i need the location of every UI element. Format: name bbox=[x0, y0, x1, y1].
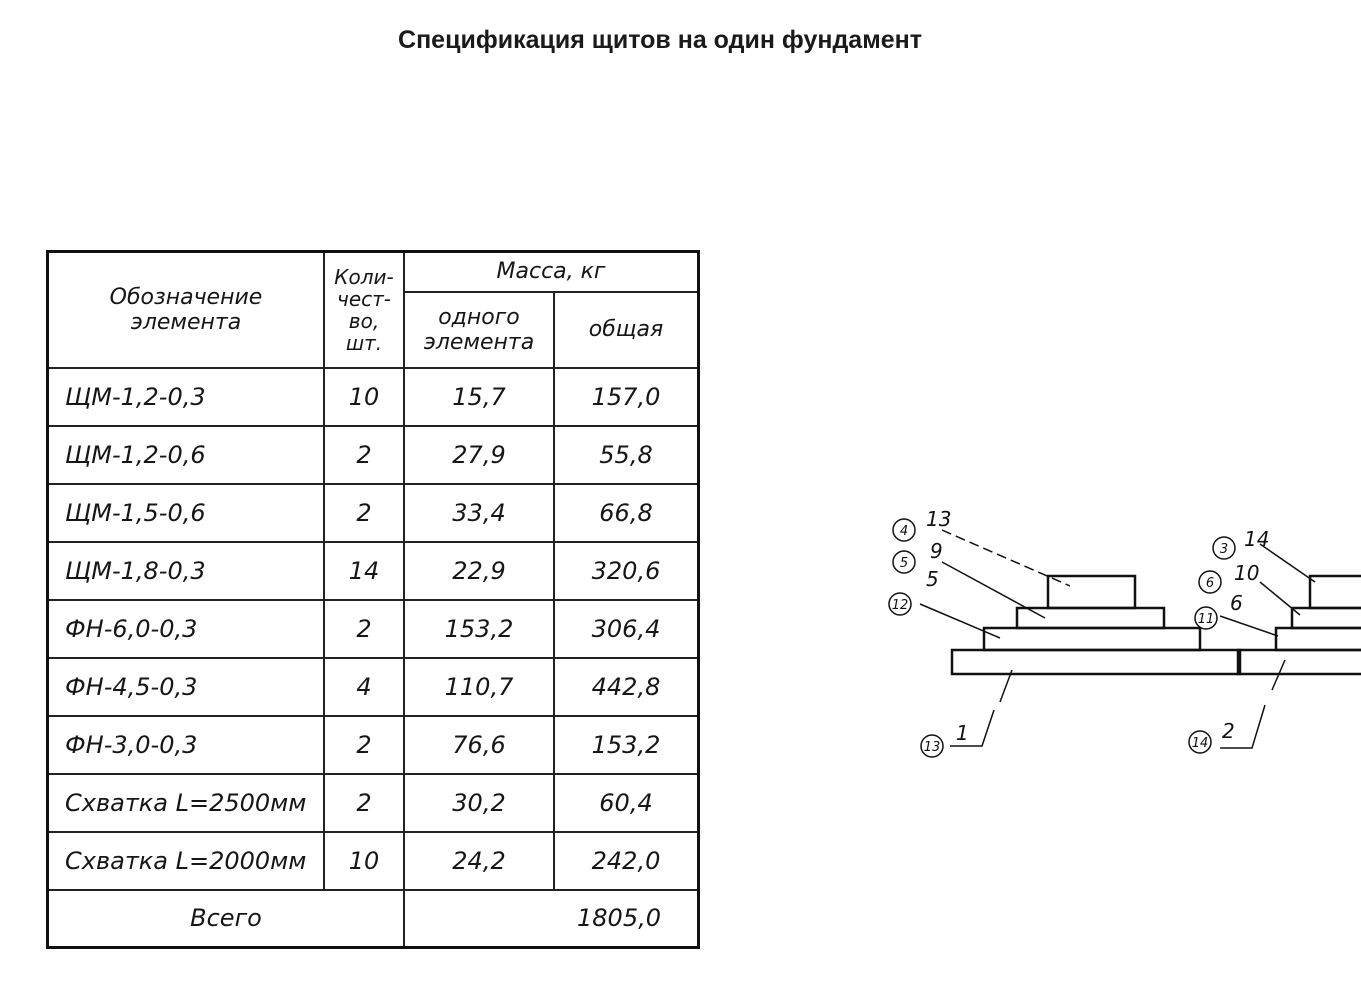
header-mass-total: общая bbox=[554, 292, 699, 368]
callout-number: 12 bbox=[891, 598, 909, 613]
table-row bbox=[48, 426, 699, 484]
element-mass-single: 33,4 bbox=[404, 484, 554, 542]
element-quantity: 2 bbox=[324, 600, 404, 658]
position-label: 14 bbox=[1244, 527, 1270, 551]
callout-number: 5 bbox=[899, 556, 909, 571]
table-row bbox=[48, 368, 699, 426]
base-board-left bbox=[952, 650, 1240, 674]
table-row bbox=[48, 600, 699, 658]
callout-number: 11 bbox=[1197, 612, 1215, 627]
element-mass-total: 66,8 bbox=[554, 484, 699, 542]
element-quantity: 4 bbox=[324, 658, 404, 716]
callout-number: 4 bbox=[899, 524, 909, 539]
element-quantity: 2 bbox=[324, 484, 404, 542]
element-designation: ЩМ-1,8-0,3 bbox=[48, 542, 325, 600]
callout-number: 3 bbox=[1219, 542, 1229, 557]
element-designation: ФН-4,5-0,3 bbox=[48, 658, 325, 716]
total-value: 1805,0 bbox=[404, 890, 699, 948]
element-mass-total: 320,6 bbox=[554, 542, 699, 600]
table-body bbox=[48, 368, 699, 890]
base-board-right bbox=[1238, 650, 1361, 674]
element-quantity: 10 bbox=[324, 368, 404, 426]
specification-table bbox=[46, 250, 700, 949]
element-mass-total: 242,0 bbox=[554, 832, 699, 890]
element-mass-total: 442,8 bbox=[554, 658, 699, 716]
panel-middle-right bbox=[1292, 608, 1361, 628]
header-designation: Обозначение элемента bbox=[48, 252, 325, 368]
element-mass-single: 110,7 bbox=[404, 658, 554, 716]
table-row bbox=[48, 716, 699, 774]
header-mass: Масса, кг bbox=[404, 252, 699, 292]
element-mass-total: 60,4 bbox=[554, 774, 699, 832]
callout-number: 13 bbox=[923, 740, 941, 755]
total-label: Всего bbox=[48, 890, 405, 948]
assembly-diagram bbox=[870, 490, 1361, 780]
element-designation: Схватка L=2500мм bbox=[48, 774, 325, 832]
element-mass-single: 27,9 bbox=[404, 426, 554, 484]
table-row bbox=[48, 658, 699, 716]
position-label: 1 bbox=[956, 721, 969, 745]
element-mass-single: 24,2 bbox=[404, 832, 554, 890]
element-mass-total: 55,8 bbox=[554, 426, 699, 484]
position-label: 13 bbox=[926, 507, 952, 531]
header-quantity: Коли-чест-во, шт. bbox=[324, 252, 404, 368]
total-row bbox=[48, 890, 699, 948]
element-mass-single: 153,2 bbox=[404, 600, 554, 658]
position-label: 5 bbox=[926, 567, 939, 591]
panel-middle-left bbox=[1017, 608, 1164, 628]
position-label: 9 bbox=[930, 539, 943, 563]
table-row bbox=[48, 832, 699, 890]
element-mass-total: 153,2 bbox=[554, 716, 699, 774]
element-designation: ФН-3,0-0,3 bbox=[48, 716, 325, 774]
header-mass-single: одного элемента bbox=[404, 292, 554, 368]
position-label: 6 bbox=[1230, 591, 1243, 615]
element-designation: ЩМ-1,2-0,6 bbox=[48, 426, 325, 484]
table-row bbox=[48, 484, 699, 542]
callout-number: 6 bbox=[1205, 576, 1215, 591]
panel-top-left bbox=[1048, 576, 1135, 608]
element-mass-total: 157,0 bbox=[554, 368, 699, 426]
element-mass-single: 15,7 bbox=[404, 368, 554, 426]
element-quantity: 10 bbox=[324, 832, 404, 890]
element-quantity: 2 bbox=[324, 774, 404, 832]
panel-top-right bbox=[1310, 576, 1361, 608]
element-designation: Схватка L=2000мм bbox=[48, 832, 325, 890]
element-quantity: 2 bbox=[324, 716, 404, 774]
element-mass-single: 30,2 bbox=[404, 774, 554, 832]
table-header-row bbox=[48, 252, 699, 292]
table-row bbox=[48, 774, 699, 832]
page-title: Спецификация щитов на один фундамент bbox=[398, 26, 922, 54]
table-row bbox=[48, 542, 699, 600]
panel-lower-right bbox=[1276, 628, 1361, 650]
position-label: 10 bbox=[1234, 561, 1260, 585]
element-quantity: 2 bbox=[324, 426, 404, 484]
element-quantity: 14 bbox=[324, 542, 404, 600]
element-mass-total: 306,4 bbox=[554, 600, 699, 658]
position-label: 2 bbox=[1222, 719, 1235, 743]
element-designation: ЩМ-1,2-0,3 bbox=[48, 368, 325, 426]
element-designation: ЩМ-1,5-0,6 bbox=[48, 484, 325, 542]
element-designation: ФН-6,0-0,3 bbox=[48, 600, 325, 658]
callout-number: 14 bbox=[1191, 736, 1209, 751]
panel-lower-left bbox=[984, 628, 1200, 650]
element-mass-single: 22,9 bbox=[404, 542, 554, 600]
element-mass-single: 76,6 bbox=[404, 716, 554, 774]
leader-line bbox=[942, 530, 1070, 586]
